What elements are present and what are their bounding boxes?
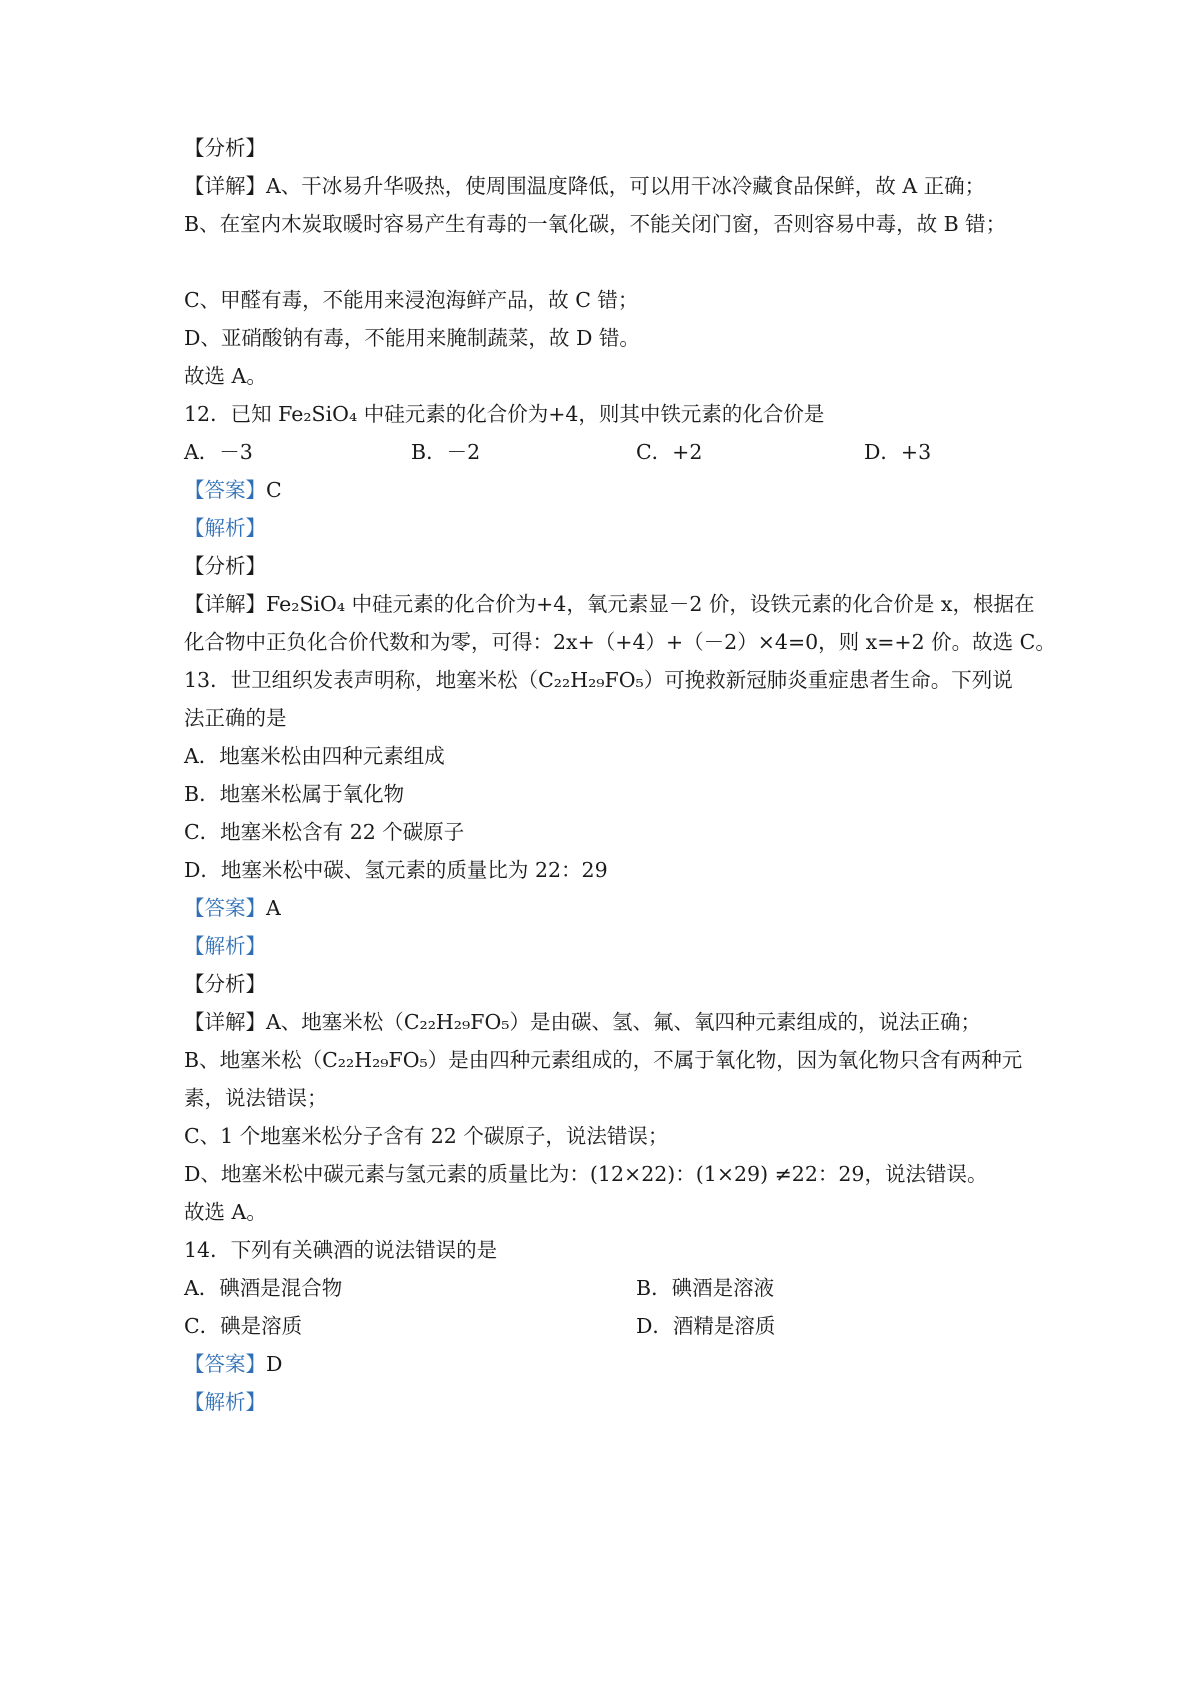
option-a: A．碘酒是混合物: [184, 1276, 343, 1300]
chemical-formula: C₂₂H₂₉FO₅: [538, 668, 644, 692]
option-d: D．+3: [864, 440, 932, 464]
detail-line: 化合物中正负化合价代数和为零，可得：2x+（+4）+（－2）×4=0，则 x=+2 价。故选 C。: [184, 630, 1056, 654]
detail-b: B、在室内木炭取暖时容易产生有毒的一氧化碳，不能关闭门窗，否则容易中毒，故 B 错；: [184, 212, 1007, 236]
question-14-stem: 14．下列有关碘酒的说法错误的是: [184, 1238, 498, 1262]
detail-b-cont: 素，说法错误；: [184, 1086, 328, 1110]
chemical-formula: C₂₂H₂₉FO₅: [322, 1048, 428, 1072]
option-c: C．碘是溶质: [184, 1314, 303, 1338]
option-b: B．碘酒是溶液: [636, 1276, 775, 1300]
question-12-stem: 12．已知 Fe₂SiO₄ 中硅元素的化合价为+4，则其中铁元素的化合价是: [184, 402, 825, 426]
detail-b: B、地塞米松（C₂₂H₂₉FO₅）是由四种元素组成的，不属于氧化物，因为氧化物只含有两种元: [184, 1048, 1023, 1072]
detail-line: 【详解】Fe₂SiO₄ 中硅元素的化合价为+4，氧元素显－2 价，设铁元素的化合价是 x，根据在: [184, 592, 1035, 616]
detail-c: C、1 个地塞米松分子含有 22 个碳原子，说法错误；: [184, 1124, 669, 1148]
answer-value: A: [266, 896, 281, 920]
option-a: A．－3: [184, 440, 253, 464]
answer-line: 【答案】A: [184, 896, 281, 920]
explain-label: 【解析】: [184, 934, 266, 958]
detail-a: 【详解】A、干冰易升华吸热，使周围温度降低，可以用干冰冷藏食品保鲜，故 A 正确；: [184, 174, 986, 198]
analysis-label: 【分析】: [184, 554, 266, 578]
option-b: B．－2: [411, 440, 481, 464]
detail-d: D、亚硝酸钠有毒，不能用来腌制蔬菜，故 D 错。: [184, 326, 640, 350]
conclusion: 故选 A。: [184, 364, 267, 388]
option-c: C．+2: [636, 440, 703, 464]
option-d: D．地塞米松中碳、氢元素的质量比为 22：29: [184, 858, 608, 882]
option-c: C．地塞米松含有 22 个碳原子: [184, 820, 465, 844]
analysis-label: 【分析】: [184, 136, 266, 160]
chemical-formula: Fe₂SiO₄: [266, 592, 346, 616]
answer-line: 【答案】C: [184, 478, 282, 502]
answer-line: 【答案】D: [184, 1352, 283, 1376]
question-13-stem: 13．世卫组织发表声明称，地塞米松（C₂₂H₂₉FO₅）可挽救新冠肺炎重症患者生命。下列说: [184, 668, 1013, 692]
option-b: B．地塞米松属于氧化物: [184, 782, 405, 806]
option-d: D．酒精是溶质: [636, 1314, 776, 1338]
conclusion: 故选 A。: [184, 1200, 267, 1224]
answer-value: C: [266, 478, 282, 502]
detail-a: 【详解】A、地塞米松（C₂₂H₂₉FO₅）是由碳、氢、氟、氧四种元素组成的，说法正确；: [184, 1010, 981, 1034]
detail-c: C、甲醛有毒，不能用来浸泡海鲜产品，故 C 错；: [184, 288, 639, 312]
explain-label: 【解析】: [184, 1390, 266, 1414]
detail-d: D、地塞米松中碳元素与氢元素的质量比为：(12×22)：(1×29) ≠22：29，说法错误。: [184, 1162, 988, 1186]
explain-label: 【解析】: [184, 516, 266, 540]
answer-value: D: [266, 1352, 283, 1376]
option-a: A．地塞米松由四种元素组成: [184, 744, 445, 768]
question-13-stem-cont: 法正确的是: [184, 706, 287, 730]
analysis-label: 【分析】: [184, 972, 266, 996]
chemical-formula: C₂₂H₂₉FO₅: [403, 1010, 510, 1034]
chemical-formula: Fe₂SiO₄: [278, 402, 358, 426]
